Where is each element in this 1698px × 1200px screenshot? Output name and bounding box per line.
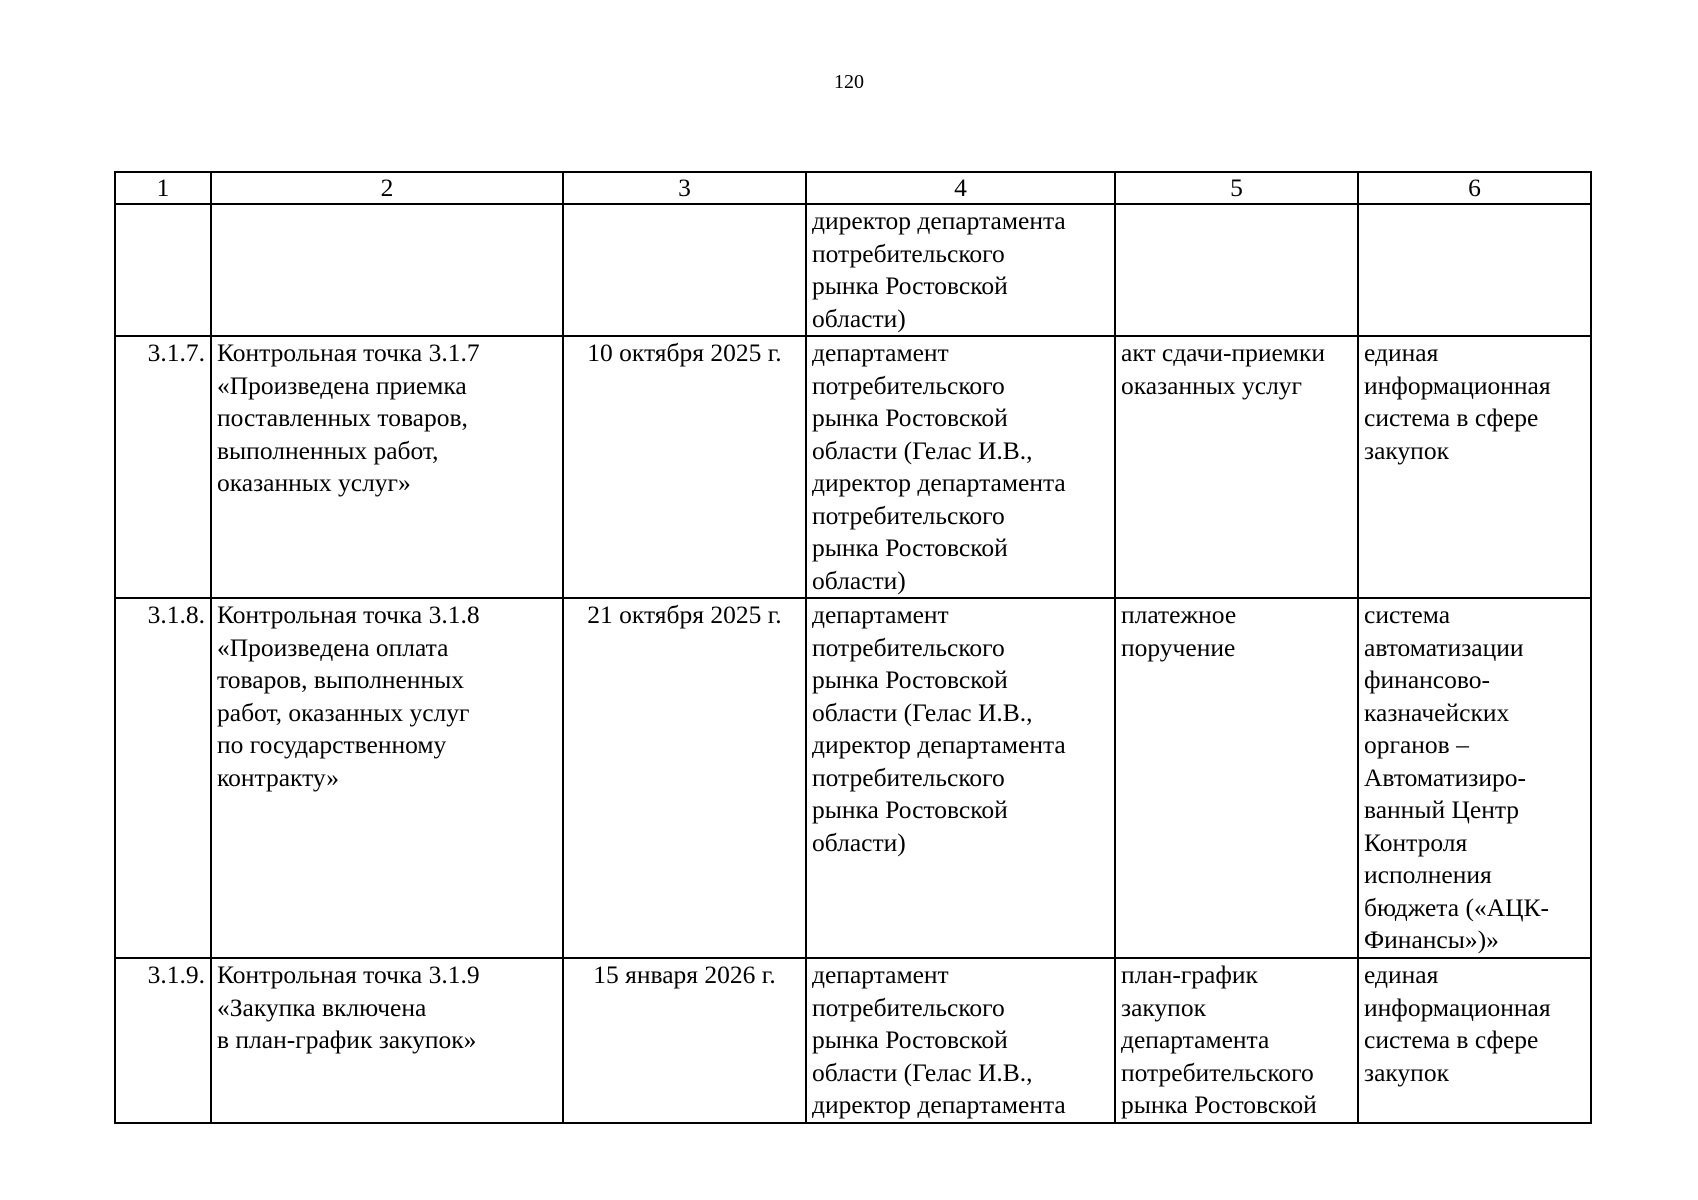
deadline-cell: 15 января 2026 г. (563, 958, 806, 1123)
column-number-row (115, 172, 1591, 204)
row-number-cell: 3.1.8. (115, 598, 211, 958)
responsible-cell: департамент потребительского рынка Ростовской области (Гелас И.В., директор департамента (806, 958, 1115, 1123)
control-point-name-cell: Контрольная точка 3.1.8 «Произведена оплата товаров, выполненных работ, оказанных услуг по государственному контракту» (211, 598, 563, 958)
information-system-cell: единая информационная система в сфере закупок (1358, 336, 1591, 598)
column-header-5: 5 (1115, 172, 1358, 204)
document-cell (1115, 204, 1358, 336)
document-cell: план-график закупок департамента потребительского рынка Ростовской (1115, 958, 1358, 1123)
control-points-table (114, 171, 1592, 1124)
deadline-cell (563, 204, 806, 336)
column-header-6: 6 (1358, 172, 1591, 204)
table-row (115, 958, 1591, 1123)
control-point-name-cell: Контрольная точка 3.1.9 «Закупка включена в план-график закупок» (211, 958, 563, 1123)
table-row (115, 336, 1591, 598)
responsible-cell: директор департамента потребительского рынка Ростовской области) (806, 204, 1115, 336)
responsible-cell: департамент потребительского рынка Ростовской области (Гелас И.В., директор департамента потребительского рынка Ростовской области) (806, 336, 1115, 598)
deadline-cell: 21 октября 2025 г. (563, 598, 806, 958)
deadline-cell: 10 октября 2025 г. (563, 336, 806, 598)
information-system-cell: система автоматизации финансово- казначейских органов – Автоматизиро- ванный Центр Контроля исполнения бюджета («АЦК- Финансы»)» (1358, 598, 1591, 958)
table-row (115, 204, 1591, 336)
document-cell: платежное поручение (1115, 598, 1358, 958)
column-header-3: 3 (563, 172, 806, 204)
column-header-2: 2 (211, 172, 563, 204)
column-header-1: 1 (115, 172, 211, 204)
control-point-name-cell (211, 204, 563, 336)
information-system-cell: единая информационная система в сфере закупок (1358, 958, 1591, 1123)
row-number-cell (115, 204, 211, 336)
column-header-4: 4 (806, 172, 1115, 204)
row-number-cell: 3.1.9. (115, 958, 211, 1123)
responsible-cell: департамент потребительского рынка Ростовской области (Гелас И.В., директор департамента потребительского рынка Ростовской области) (806, 598, 1115, 958)
document-cell: акт сдачи-приемки оказанных услуг (1115, 336, 1358, 598)
page-number: 120 (834, 71, 864, 93)
information-system-cell (1358, 204, 1591, 336)
table-row (115, 598, 1591, 958)
row-number-cell: 3.1.7. (115, 336, 211, 598)
control-point-name-cell: Контрольная точка 3.1.7 «Произведена приемка поставленных товаров, выполненных работ, оказанных услуг» (211, 336, 563, 598)
